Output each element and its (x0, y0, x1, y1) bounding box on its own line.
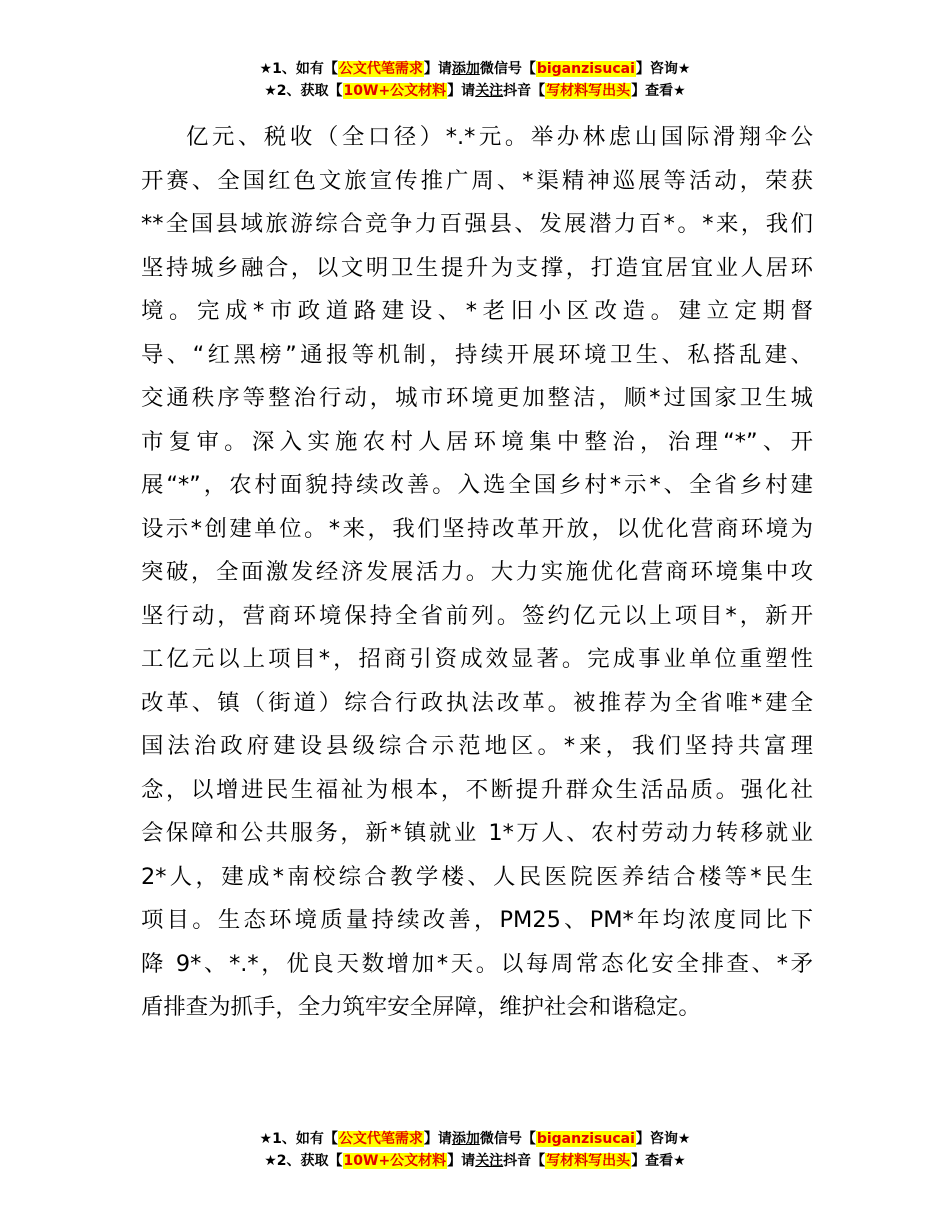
promo-line-2 (0, 1150, 950, 1172)
body-line: **全国县域旅游综合竞争力百强县、发展潜力百*。*来，我们 (141, 211, 813, 237)
promo-line-1 (0, 1128, 950, 1150)
promo-banner-bottom (0, 1128, 950, 1172)
body-line: 开赛、全国红色文旅宣传推广周、*渠精神巡展等活动，荣获 (141, 167, 813, 194)
body-line: 盾排查为抓手，全力筑牢安全屏障，维护社会和谐稳定。 (141, 994, 701, 1020)
body-line: 降 9*、*.*，优良天数增加*天。以每周常态化安全排查、*矛 (141, 950, 813, 977)
promo-emphasis: 关注 (475, 1153, 504, 1169)
promo-banner-top (0, 58, 950, 102)
promo-text: 】查看★ (631, 1153, 686, 1169)
promo-text: 】查看★ (631, 83, 686, 99)
promo-text: 】请 (423, 1131, 452, 1147)
promo-text: 】咨询★ (635, 1131, 691, 1147)
body-line: 念，以增进民生福祉为根本，不断提升群众生活品质。强化社 (141, 776, 813, 803)
promo-text: 微信号【 (479, 61, 536, 77)
body-line: 坚行动，营商环境保持全省前列。签约亿元以上项目*，新开 (141, 602, 813, 629)
body-line: 导、“红黑榜”通报等机制，持续开展环境卫生、私搭乱建、 (141, 341, 813, 368)
promo-text: 抖音【 (503, 83, 546, 99)
body-line: 2*人，建成*南校综合教学楼、人民医院医养结合楼等*民生 (141, 863, 813, 890)
promo-highlight: 公文代笔需求 (338, 1131, 423, 1147)
body-line: 项目。生态环境质量持续改善，PM25、PM*年均浓度同比下 (141, 907, 813, 933)
document-body (141, 116, 813, 1030)
promo-highlight: 10W+公文材料 (343, 83, 447, 99)
promo-highlight: 公文代笔需求 (338, 61, 423, 77)
body-line: 会保障和公共服务，新*镇就业 1*万人、农村劳动力转移就业 (141, 820, 813, 846)
body-line: 设示*创建单位。*来，我们坚持改革开放，以优化营商环境为 (141, 515, 813, 542)
body-line: 突破，全面激发经济发展活力。大力实施优化营商环境集中攻 (141, 559, 813, 585)
promo-text: 】请 (447, 83, 476, 99)
body-line: 市复审。深入实施农村人居环境集中整治，治理“*”、开 (141, 428, 813, 455)
body-line: 亿元、税收（全口径）*.*元。举办林虑山国际滑翔伞公 (186, 124, 813, 150)
promo-emphasis: 添加 (451, 1131, 480, 1147)
promo-text: 】咨询★ (635, 61, 691, 77)
promo-highlight: 10W+公文材料 (343, 1153, 447, 1169)
promo-text: 抖音【 (503, 1153, 546, 1169)
body-line: 交通秩序等整治行动，城市环境更加整洁，顺*过国家卫生城 (141, 385, 813, 411)
promo-text: 微信号【 (479, 1131, 536, 1147)
body-line: 展“*”，农村面貌持续改善。入选全国乡村*示*、全省乡村建 (141, 472, 813, 498)
promo-text: ★1、如有【 (259, 61, 338, 77)
promo-text: 】请 (447, 1153, 476, 1169)
promo-text: ★2、获取【 (264, 83, 343, 99)
promo-text: ★1、如有【 (259, 1131, 338, 1147)
body-line: 坚持城乡融合，以文明卫生提升为支撑，打造宜居宜业人居环 (141, 254, 813, 281)
promo-emphasis: 关注 (475, 83, 504, 99)
promo-highlight: biganzisucai (536, 1131, 635, 1147)
body-line: 工亿元以上项目*，招商引资成效显著。完成事业单位重塑性 (141, 646, 813, 672)
body-line: 改革、镇（街道）综合行政执法改革。被推荐为全省唯*建全 (141, 689, 813, 716)
promo-highlight: 写材料写出头 (546, 83, 631, 99)
body-line: 国法治政府建设县级综合示范地区。*来，我们坚持共富理 (141, 733, 813, 759)
promo-line-2 (0, 80, 950, 102)
promo-highlight: biganzisucai (536, 61, 635, 77)
promo-emphasis: 添加 (451, 61, 480, 77)
promo-text: ★2、获取【 (264, 1153, 343, 1169)
promo-text: 】请 (423, 61, 452, 77)
promo-highlight: 写材料写出头 (546, 1153, 631, 1169)
promo-line-1 (0, 58, 950, 80)
body-line: 境。完成*市政道路建设、*老旧小区改造。建立定期督 (141, 298, 813, 324)
